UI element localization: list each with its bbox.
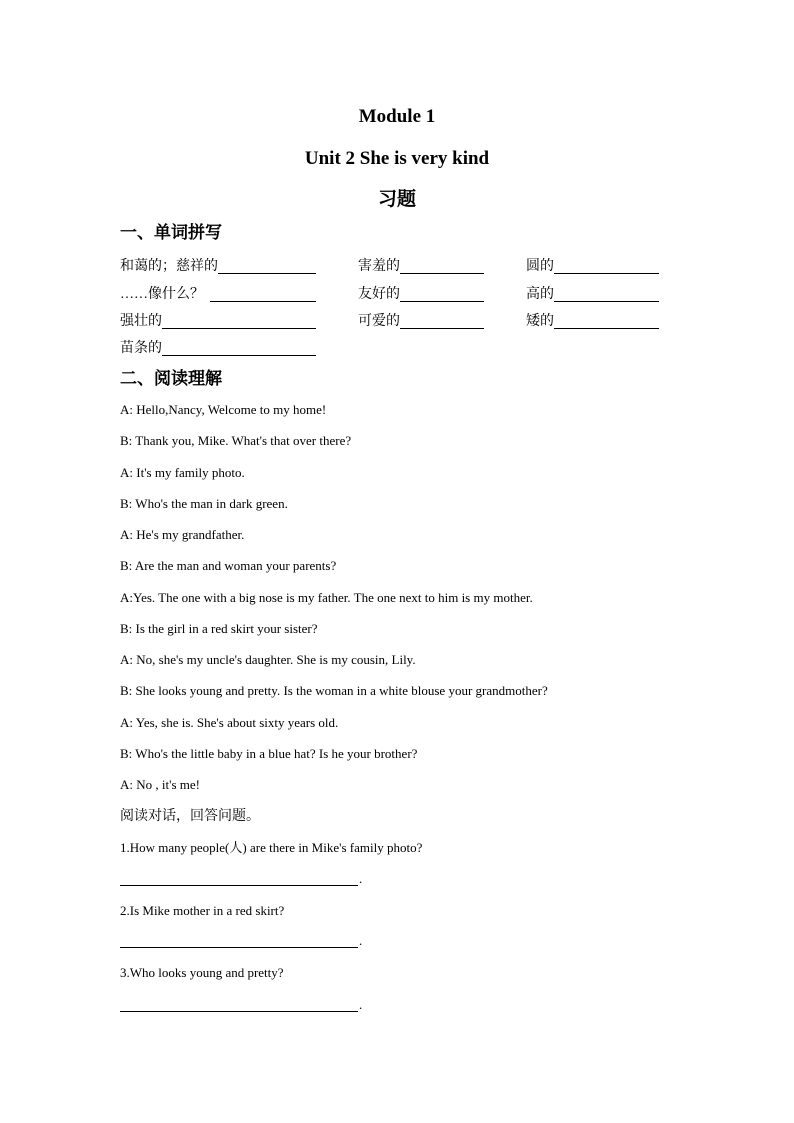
vocab-row xyxy=(0,284,794,304)
answer-blank xyxy=(120,870,358,886)
vocab-item xyxy=(526,256,659,276)
vocab-label: 和蔼的；慈祥的 xyxy=(120,259,218,274)
answer-period: . xyxy=(359,871,363,886)
vocab-label: 害羞的 xyxy=(358,259,400,274)
vocab-label: 圆的 xyxy=(526,259,554,274)
vocab-label: 强壮的 xyxy=(120,314,162,329)
answer-blank xyxy=(210,286,316,302)
vocab-label: 矮的 xyxy=(526,314,554,329)
module-title: Module 1 xyxy=(358,106,436,127)
answer-blank xyxy=(120,996,358,1012)
vocab-label: 可爱的 xyxy=(358,314,400,329)
vocab-item xyxy=(120,284,316,304)
vocab-label: 高的 xyxy=(526,287,554,302)
answer-line-3 xyxy=(120,996,362,1012)
answer-blank xyxy=(400,258,484,274)
dialogue-line: A:Yes. The one with a big nose is my father. The one next to him is my mother. xyxy=(120,589,533,605)
answer-blank xyxy=(162,313,316,329)
dialogue xyxy=(120,401,720,807)
section-reading-title: 二、阅读理解 xyxy=(120,369,222,388)
answer-blank xyxy=(162,340,316,356)
unit-title: Unit 2 She is very kind xyxy=(304,148,490,169)
vocab-label: ……像什么？ xyxy=(120,287,204,302)
answer-line-1 xyxy=(120,870,362,886)
vocab-item xyxy=(526,311,659,331)
vocab-item xyxy=(120,338,316,358)
vocab-label: 友好的 xyxy=(358,287,400,302)
dialogue-line: A: Yes, she is. She's about sixty years old. xyxy=(120,714,339,730)
question-1: 1.How many people(人) are there in Mike's family photo? xyxy=(120,840,423,855)
dialogue-line: B: Are the man and woman your parents? xyxy=(120,558,337,574)
dialogue-line: A: Hello,Nancy, Welcome to my home! xyxy=(120,402,327,417)
answer-period: . xyxy=(359,933,363,948)
answer-blank xyxy=(400,313,484,329)
vocab-item xyxy=(120,311,316,331)
reading-instruction: 阅读对话，回答问题。 xyxy=(120,809,260,824)
dialogue-line: B: Thank you, Mike. What's that over there? xyxy=(120,433,352,449)
vocab-row xyxy=(0,311,794,331)
dialogue-line: B: Who's the little baby in a blue hat? Is he your brother? xyxy=(120,745,418,761)
dialogue-line: A: He's my grandfather. xyxy=(120,527,245,542)
vocab-row xyxy=(0,256,794,276)
vocab-item xyxy=(526,284,659,304)
answer-period: . xyxy=(359,997,363,1012)
question-3: 3.Who looks young and pretty? xyxy=(120,965,284,980)
answer-blank xyxy=(554,286,659,302)
vocab-item xyxy=(358,284,484,304)
vocab-item xyxy=(358,256,484,276)
question-2: 2.Is Mike mother in a red skirt? xyxy=(120,903,285,918)
dialogue-line: A: No, she's my uncle's daughter. She is my cousin, Lily. xyxy=(120,652,416,667)
section-spelling-title: 一、单词拼写 xyxy=(120,223,222,242)
exercise-subtitle: 习题 xyxy=(377,189,416,210)
dialogue-line: B: Who's the man in dark green. xyxy=(120,495,288,511)
answer-blank xyxy=(120,932,358,948)
vocab-item xyxy=(120,256,316,276)
dialogue-line: A: It's my family photo. xyxy=(120,464,245,480)
dialogue-line: A: No , it's me! xyxy=(120,777,200,792)
dialogue-line: B: Is the girl in a red skirt your sister? xyxy=(120,620,318,636)
dialogue-line: B: She looks young and pretty. Is the woman in a white blouse your grandmother? xyxy=(120,683,548,699)
vocab-label: 苗条的 xyxy=(120,341,162,356)
vocab-row xyxy=(0,338,794,358)
answer-blank xyxy=(400,286,484,302)
answer-line-2 xyxy=(120,932,362,948)
answer-blank xyxy=(554,313,659,329)
vocab-item xyxy=(358,311,484,331)
answer-blank xyxy=(218,258,316,274)
answer-blank xyxy=(554,258,659,274)
